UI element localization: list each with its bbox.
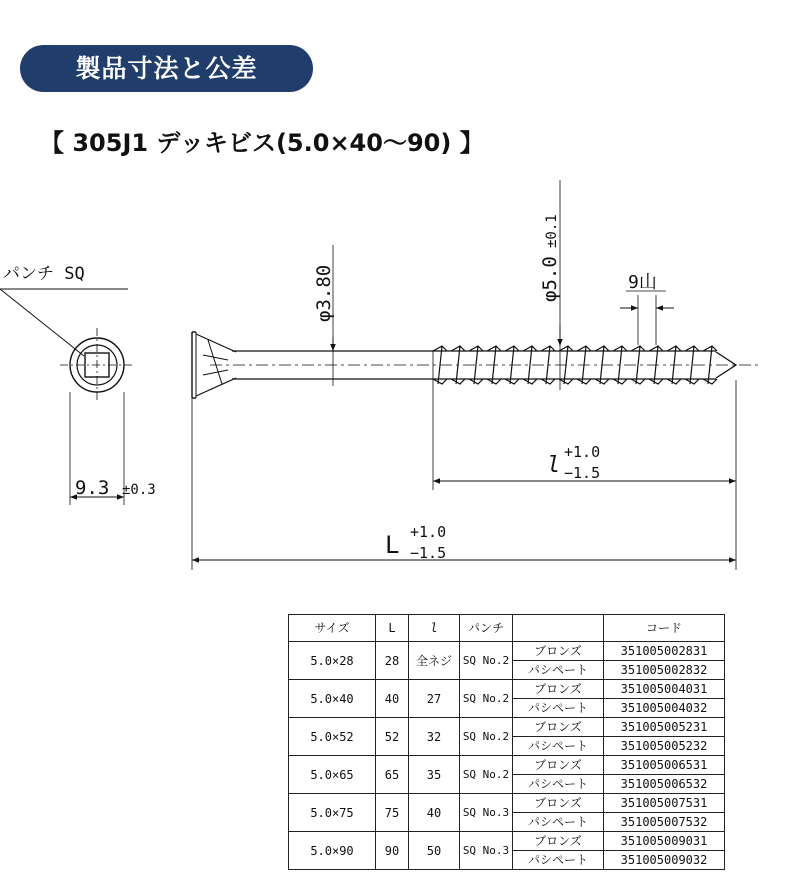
- table-header-row: [289, 615, 725, 642]
- head-tolerance: ±0.3: [122, 482, 156, 498]
- thread-section: [433, 346, 717, 384]
- cell-code: 351005007532: [604, 813, 725, 832]
- head-end-view: [0, 289, 135, 505]
- cell-code: 351005004031: [604, 680, 725, 699]
- cell-length: 40: [376, 680, 409, 718]
- product-title: 【 305J1 デッキビス(5.0×40〜90) 】: [40, 129, 484, 157]
- header-thread-length: l: [409, 615, 460, 642]
- cell-finish: ブロンズ: [513, 642, 604, 661]
- cell-code: 351005004032: [604, 699, 725, 718]
- thread-length-symbol: l: [547, 453, 561, 478]
- cell-thread-length: 27: [409, 680, 460, 718]
- cell-thread-length: 32: [409, 718, 460, 756]
- cell-finish: ブロンズ: [513, 680, 604, 699]
- total-length-tol-plus: +1.0: [410, 523, 447, 541]
- cell-finish: パシペート: [513, 851, 604, 870]
- cell-code: 351005005231: [604, 718, 725, 737]
- cell-code: 351005002832: [604, 661, 725, 680]
- table-row: [289, 832, 725, 851]
- screw-side-view: [192, 332, 760, 398]
- header-finish: [513, 615, 604, 642]
- cell-code: 351005009031: [604, 832, 725, 851]
- thread-length-tol-minus: −1.5: [564, 464, 601, 482]
- header-size: サイズ: [289, 615, 376, 642]
- spec-table: [288, 614, 725, 870]
- header-length: L: [376, 615, 409, 642]
- cell-code: 351005006532: [604, 775, 725, 794]
- cell-thread-length: 35: [409, 756, 460, 794]
- cell-finish: ブロンズ: [513, 794, 604, 813]
- header-code: コード: [604, 615, 725, 642]
- table-row: [289, 756, 725, 775]
- cell-size: 5.0×52: [289, 718, 376, 756]
- cell-length: 75: [376, 794, 409, 832]
- cell-finish: ブロンズ: [513, 718, 604, 737]
- cell-finish: パシペート: [513, 699, 604, 718]
- cell-length: 28: [376, 642, 409, 680]
- cell-finish: ブロンズ: [513, 832, 604, 851]
- cell-code: 351005007531: [604, 794, 725, 813]
- cell-finish: パシペート: [513, 661, 604, 680]
- total-length-tol-minus: −1.5: [410, 544, 447, 562]
- total-length-symbol: L: [385, 531, 400, 559]
- head-diameter: 9.3: [75, 477, 110, 499]
- cell-punch: SQ No.2: [460, 718, 513, 756]
- thread-teeth: [433, 346, 717, 384]
- table-row: [289, 794, 725, 813]
- cell-code: 351005009032: [604, 851, 725, 870]
- thread-diameter: φ5.0: [539, 256, 561, 302]
- cell-code: 351005005232: [604, 737, 725, 756]
- cell-punch: SQ No.3: [460, 794, 513, 832]
- cell-finish: パシペート: [513, 813, 604, 832]
- table-row: [289, 642, 725, 661]
- cell-code: 351005006531: [604, 756, 725, 775]
- thread-length-tol-plus: +1.0: [564, 443, 601, 461]
- cell-finish: ブロンズ: [513, 756, 604, 775]
- cell-code: 351005002831: [604, 642, 725, 661]
- pitch-label: 9山: [628, 272, 657, 293]
- banner-title: 製品寸法と公差: [75, 54, 258, 83]
- cell-punch: SQ No.2: [460, 680, 513, 718]
- cell-punch: SQ No.3: [460, 832, 513, 870]
- header-punch: パンチ: [460, 615, 513, 642]
- shank-diameter: φ3.80: [313, 264, 335, 322]
- cell-thread-length: 40: [409, 794, 460, 832]
- cell-length: 90: [376, 832, 409, 870]
- table-row: [289, 718, 725, 737]
- punch-label: パンチ SQ: [3, 264, 85, 284]
- thread-diameter-tolerance: ±0.1: [544, 214, 560, 248]
- cell-thread-length: 全ネジ: [409, 642, 460, 680]
- cell-punch: SQ No.2: [460, 642, 513, 680]
- cell-size: 5.0×65: [289, 756, 376, 794]
- cell-size: 5.0×90: [289, 832, 376, 870]
- cell-punch: SQ No.2: [460, 756, 513, 794]
- cell-length: 65: [376, 756, 409, 794]
- cell-size: 5.0×28: [289, 642, 376, 680]
- cell-thread-length: 50: [409, 832, 460, 870]
- cell-finish: パシペート: [513, 775, 604, 794]
- cell-size: 5.0×40: [289, 680, 376, 718]
- table-row: [289, 680, 725, 699]
- cell-length: 52: [376, 718, 409, 756]
- cell-finish: パシペート: [513, 737, 604, 756]
- cell-size: 5.0×75: [289, 794, 376, 832]
